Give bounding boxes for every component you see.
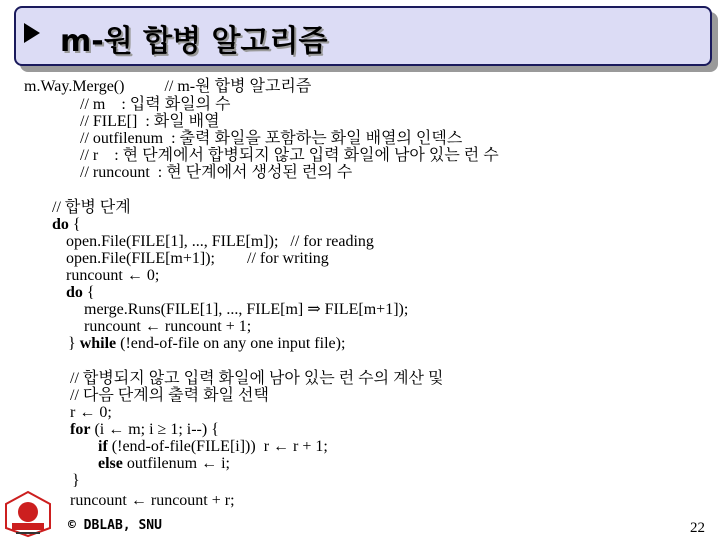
code-header-comment-outfilenum: // outfilenum : 출력 화일을 포함하는 화일 배열의 인덱스 <box>80 130 463 147</box>
code-phase-comment: // 합병 단계 <box>52 199 131 216</box>
slide-title: m-원 합병 알고리즘 <box>60 24 328 59</box>
code-runcount-init: runcount ← 0; <box>66 267 160 284</box>
code-if-body: (!end-of-file(FILE[i])) r ← r + 1; <box>107 438 328 455</box>
code-while-line <box>68 335 345 352</box>
keyword-if: if <box>98 438 108 455</box>
code-open-input: open.File(FILE[1], ..., FILE[m]); // for reading <box>66 233 374 250</box>
code-else-line <box>98 455 230 472</box>
code-do-line <box>52 216 81 233</box>
code-inner-do-brace: { <box>82 284 95 301</box>
code-runcount-inc: runcount ← runcount + 1; <box>84 318 252 335</box>
title-bullet-icon <box>24 23 40 43</box>
code-while-brace: } <box>68 335 80 352</box>
keyword-for: for <box>70 421 91 438</box>
page-number: 22 <box>690 520 705 536</box>
keyword-do: do <box>52 216 69 233</box>
code-calc-comment-2: // 다음 단계의 출력 화일 선택 <box>70 387 269 404</box>
university-logo-icon <box>2 490 54 538</box>
keyword-else: else <box>98 455 123 472</box>
code-else-body: outfilenum ← i; <box>122 455 230 472</box>
code-header-comment-m: // m : 입력 화일의 수 <box>80 96 231 113</box>
code-header-comment-runcount: // runcount : 현 단계에서 생성된 런의 수 <box>80 164 353 181</box>
code-for-line <box>70 421 219 438</box>
code-merge-runs: merge.Runs(FILE[1], ..., FILE[m] ⇒ FILE[m+1]); <box>84 301 409 318</box>
code-for-header: (i ← m; i ≥ 1; i--) { <box>90 421 219 438</box>
code-inner-do-line <box>66 284 95 301</box>
code-r-init: r ← 0; <box>70 404 112 421</box>
footer-credit: © DBLAB, SNU <box>68 518 162 533</box>
code-header-comment-file: // FILE[] : 화일 배열 <box>80 113 220 130</box>
keyword-inner-do: do <box>66 284 83 301</box>
code-if-line <box>98 438 328 455</box>
keyword-while: while <box>79 335 117 352</box>
code-while-condition: (!end-of-file on any one input file); <box>116 335 346 352</box>
code-runcount-final: runcount ← runcount + r; <box>70 492 235 509</box>
code-header-signature: m.Way.Merge() // m-원 합병 알고리즘 <box>24 78 312 95</box>
code-open-output: open.File(FILE[m+1]); // for writing <box>66 250 329 267</box>
code-header-comment-r: // r : 현 단계에서 합병되지 않고 입력 화일에 남아 있는 런 수 <box>80 147 499 164</box>
code-calc-comment-1: // 합병되지 않고 입력 화일에 남아 있는 런 수의 계산 및 <box>70 370 444 387</box>
code-do-brace: { <box>68 216 81 233</box>
code-for-close-brace: } <box>72 472 80 489</box>
